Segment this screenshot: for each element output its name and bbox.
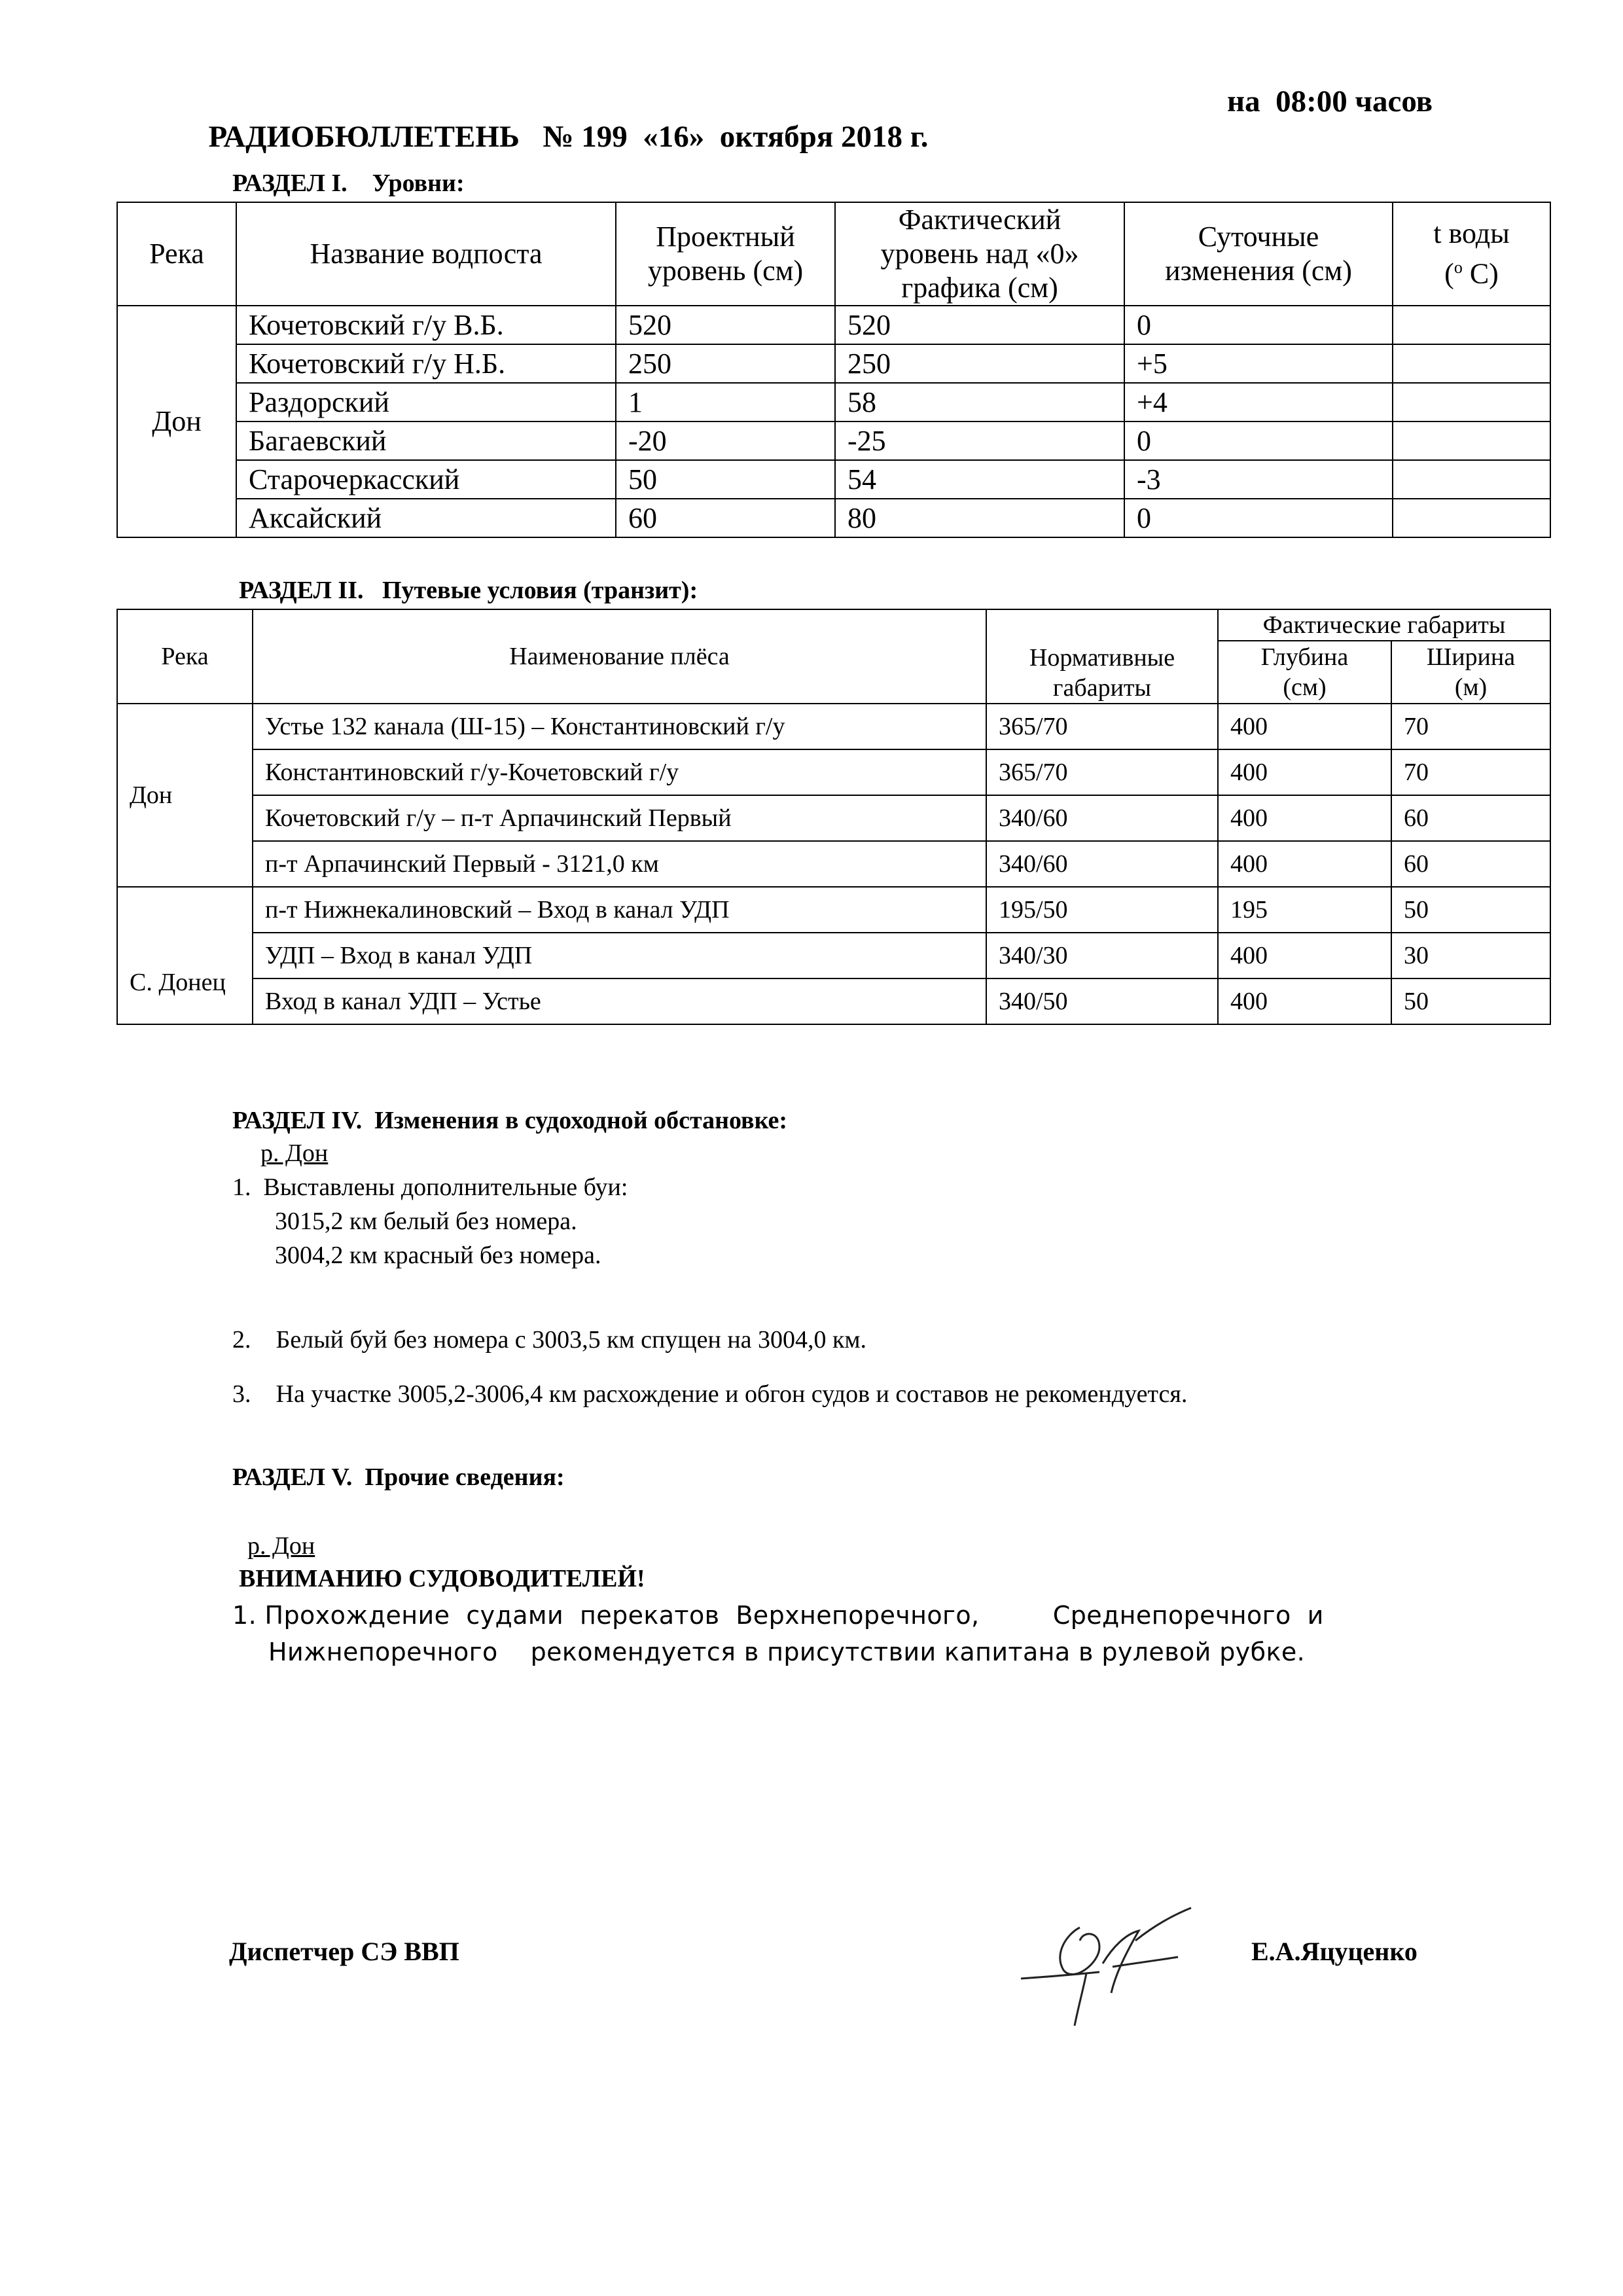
actual-level: 80 (835, 499, 1124, 537)
norm-dims: 365/70 (986, 704, 1218, 749)
levels-table-header (117, 202, 1550, 306)
design-level: 250 (616, 344, 835, 383)
col-reach: Наименование плёса (253, 609, 986, 704)
section5-line1: 1. Прохождение судами перекатов Верхнепоречного, Среднепоречного и (232, 1601, 1324, 1630)
signature-image (1001, 1901, 1211, 2032)
col-width-l2: (м) (1454, 673, 1488, 701)
actual-depth: 400 (1218, 841, 1391, 887)
reach-name: УДП – Вход в канал УДП (253, 933, 986, 978)
col-design (616, 202, 835, 306)
actual-depth: 400 (1218, 978, 1391, 1024)
col-design-l1: Проектный (656, 221, 795, 253)
section4-item1: 1. Выставлены дополнительные буи: (232, 1174, 628, 1201)
levels-table (116, 202, 1551, 538)
section4-item1-line1: 3015,2 км белый без номера. (275, 1208, 577, 1235)
post-name: Багаевский (236, 422, 616, 460)
col-temp-l2 (1393, 251, 1550, 291)
table-row (117, 887, 1550, 933)
table-row (117, 933, 1550, 978)
table-row (117, 422, 1550, 460)
temp-unit-degree: o (1454, 258, 1463, 278)
design-level: 50 (616, 460, 835, 499)
reach-name: Константиновский г/у-Кочетовский г/у (253, 749, 986, 795)
actual-width: 70 (1391, 704, 1550, 749)
section5-river: р. Дон (247, 1532, 315, 1560)
norm-dims: 340/30 (986, 933, 1218, 978)
reach-name: Вход в канал УДП – Устье (253, 978, 986, 1024)
col-design-l2: уровень (см) (647, 255, 804, 287)
water-temp (1393, 306, 1550, 344)
river-name: С. Донец (117, 887, 253, 1024)
col-temp-l1: t воды (1433, 217, 1510, 250)
design-level: -20 (616, 422, 835, 460)
river-name: Дон (117, 704, 253, 887)
daily-change: +4 (1124, 383, 1393, 422)
actual-level: 250 (835, 344, 1124, 383)
reach-name: п-т Арпачинский Первый - 3121,0 км (253, 841, 986, 887)
section1-heading: РАЗДЕЛ I. Уровни: (232, 170, 465, 197)
actual-level: 58 (835, 383, 1124, 422)
col-actual-l3: графика (см) (901, 272, 1058, 304)
design-level: 520 (616, 306, 835, 344)
section2-heading: РАЗДЕЛ II. Путевые условия (транзит): (239, 577, 698, 604)
norm-dims: 365/70 (986, 749, 1218, 795)
table-row (117, 344, 1550, 383)
actual-width: 70 (1391, 749, 1550, 795)
actual-depth: 400 (1218, 795, 1391, 841)
col-actual (835, 202, 1124, 306)
col-depth (1218, 641, 1391, 704)
river-name: Дон (117, 306, 236, 537)
water-temp (1393, 344, 1550, 383)
post-name: Старочеркасский (236, 460, 616, 499)
col-temp (1393, 202, 1550, 306)
col-daily (1124, 202, 1393, 306)
bulletin-time: на 08:00 часов (1227, 84, 1433, 118)
table-row (117, 978, 1550, 1024)
actual-width: 30 (1391, 933, 1550, 978)
water-temp (1393, 460, 1550, 499)
table-row (117, 749, 1550, 795)
dispatcher-role: Диспетчер СЭ ВВП (229, 1937, 459, 1966)
table-row (117, 460, 1550, 499)
col-river: Река (117, 202, 236, 306)
design-level: 1 (616, 383, 835, 422)
post-name: Раздорский (236, 383, 616, 422)
col-daily-l1: Суточные (1198, 221, 1319, 253)
actual-width: 60 (1391, 841, 1550, 887)
actual-width: 50 (1391, 887, 1550, 933)
dispatcher-name: Е.А.Яцуценко (1251, 1937, 1418, 1966)
col-width-l1: Ширина (1426, 643, 1516, 671)
col-width (1391, 641, 1550, 704)
section4-heading: РАЗДЕЛ IV. Изменения в судоходной обстановке: (232, 1107, 788, 1134)
norm-dims: 340/60 (986, 795, 1218, 841)
actual-depth: 400 (1218, 933, 1391, 978)
table-row (117, 383, 1550, 422)
section5-heading: РАЗДЕЛ V. Прочие сведения: (232, 1463, 565, 1491)
water-temp (1393, 383, 1550, 422)
norm-dims: 195/50 (986, 887, 1218, 933)
actual-depth: 400 (1218, 704, 1391, 749)
col-depth-l2: (см) (1283, 673, 1327, 701)
table-row (117, 499, 1550, 537)
col-daily-l2: изменения (см) (1165, 255, 1352, 287)
col-post: Название водпоста (236, 202, 616, 306)
section4-item2: 2. Белый буй без номера с 3003,5 км спущен на 3004,0 км. (232, 1326, 867, 1354)
section4-item3: 3. На участке 3005,2-3006,4 км расхождение и обгон судов и составов не рекомендуется. (232, 1380, 1188, 1408)
col-norm (986, 609, 1218, 704)
section5-attention: ВНИМАНИЮ СУДОВОДИТЕЛЕЙ! (239, 1565, 645, 1592)
reach-name: Кочетовский г/у – п-т Арпачинский Первый (253, 795, 986, 841)
post-name: Кочетовский г/у В.Б. (236, 306, 616, 344)
daily-change: -3 (1124, 460, 1393, 499)
daily-change: 0 (1124, 306, 1393, 344)
bulletin-title-text: РАДИОБЮЛЛЕТЕНЬ № 199 «16» октября 2018 г. (208, 120, 929, 154)
temp-unit-close: C) (1462, 257, 1499, 290)
col-river: Река (117, 609, 253, 704)
daily-change: 0 (1124, 422, 1393, 460)
design-level: 60 (616, 499, 835, 537)
transit-table (116, 609, 1551, 1025)
daily-change: +5 (1124, 344, 1393, 383)
table-row (117, 841, 1550, 887)
col-depth-l1: Глубина (1260, 643, 1349, 671)
norm-dims: 340/60 (986, 841, 1218, 887)
col-actual-l1: Фактический (898, 204, 1061, 236)
post-name: Кочетовский г/у Н.Б. (236, 344, 616, 383)
post-name: Аксайский (236, 499, 616, 537)
table-row (117, 306, 1550, 344)
actual-width: 50 (1391, 978, 1550, 1024)
actual-level: 520 (835, 306, 1124, 344)
actual-level: -25 (835, 422, 1124, 460)
daily-change: 0 (1124, 499, 1393, 537)
water-temp (1393, 422, 1550, 460)
norm-dims: 340/50 (986, 978, 1218, 1024)
actual-depth: 195 (1218, 887, 1391, 933)
table-row (117, 795, 1550, 841)
section4-item1-line2: 3004,2 км красный без номера. (275, 1242, 601, 1269)
water-temp (1393, 499, 1550, 537)
temp-unit-open: ( (1444, 257, 1454, 290)
reach-name: Устье 132 канала (Ш-15) – Константиновский г/у (253, 704, 986, 749)
actual-level: 54 (835, 460, 1124, 499)
table-row (117, 704, 1550, 749)
actual-depth: 400 (1218, 749, 1391, 795)
section5-line2: Нижнепоречного рекомендуется в присутствии капитана в рулевой рубке. (268, 1638, 1306, 1666)
actual-width: 60 (1391, 795, 1550, 841)
col-actual-group: Фактические габариты (1218, 609, 1550, 641)
reach-name: п-т Нижнекалиновский – Вход в канал УДП (253, 887, 986, 933)
col-norm-l1: Нормативные (1029, 644, 1175, 672)
transit-table-header (117, 609, 1550, 641)
col-actual-l2: уровень над «0» (880, 238, 1079, 270)
section4-river: р. Дон (260, 1139, 329, 1167)
col-norm-l2: габариты (1052, 674, 1152, 702)
